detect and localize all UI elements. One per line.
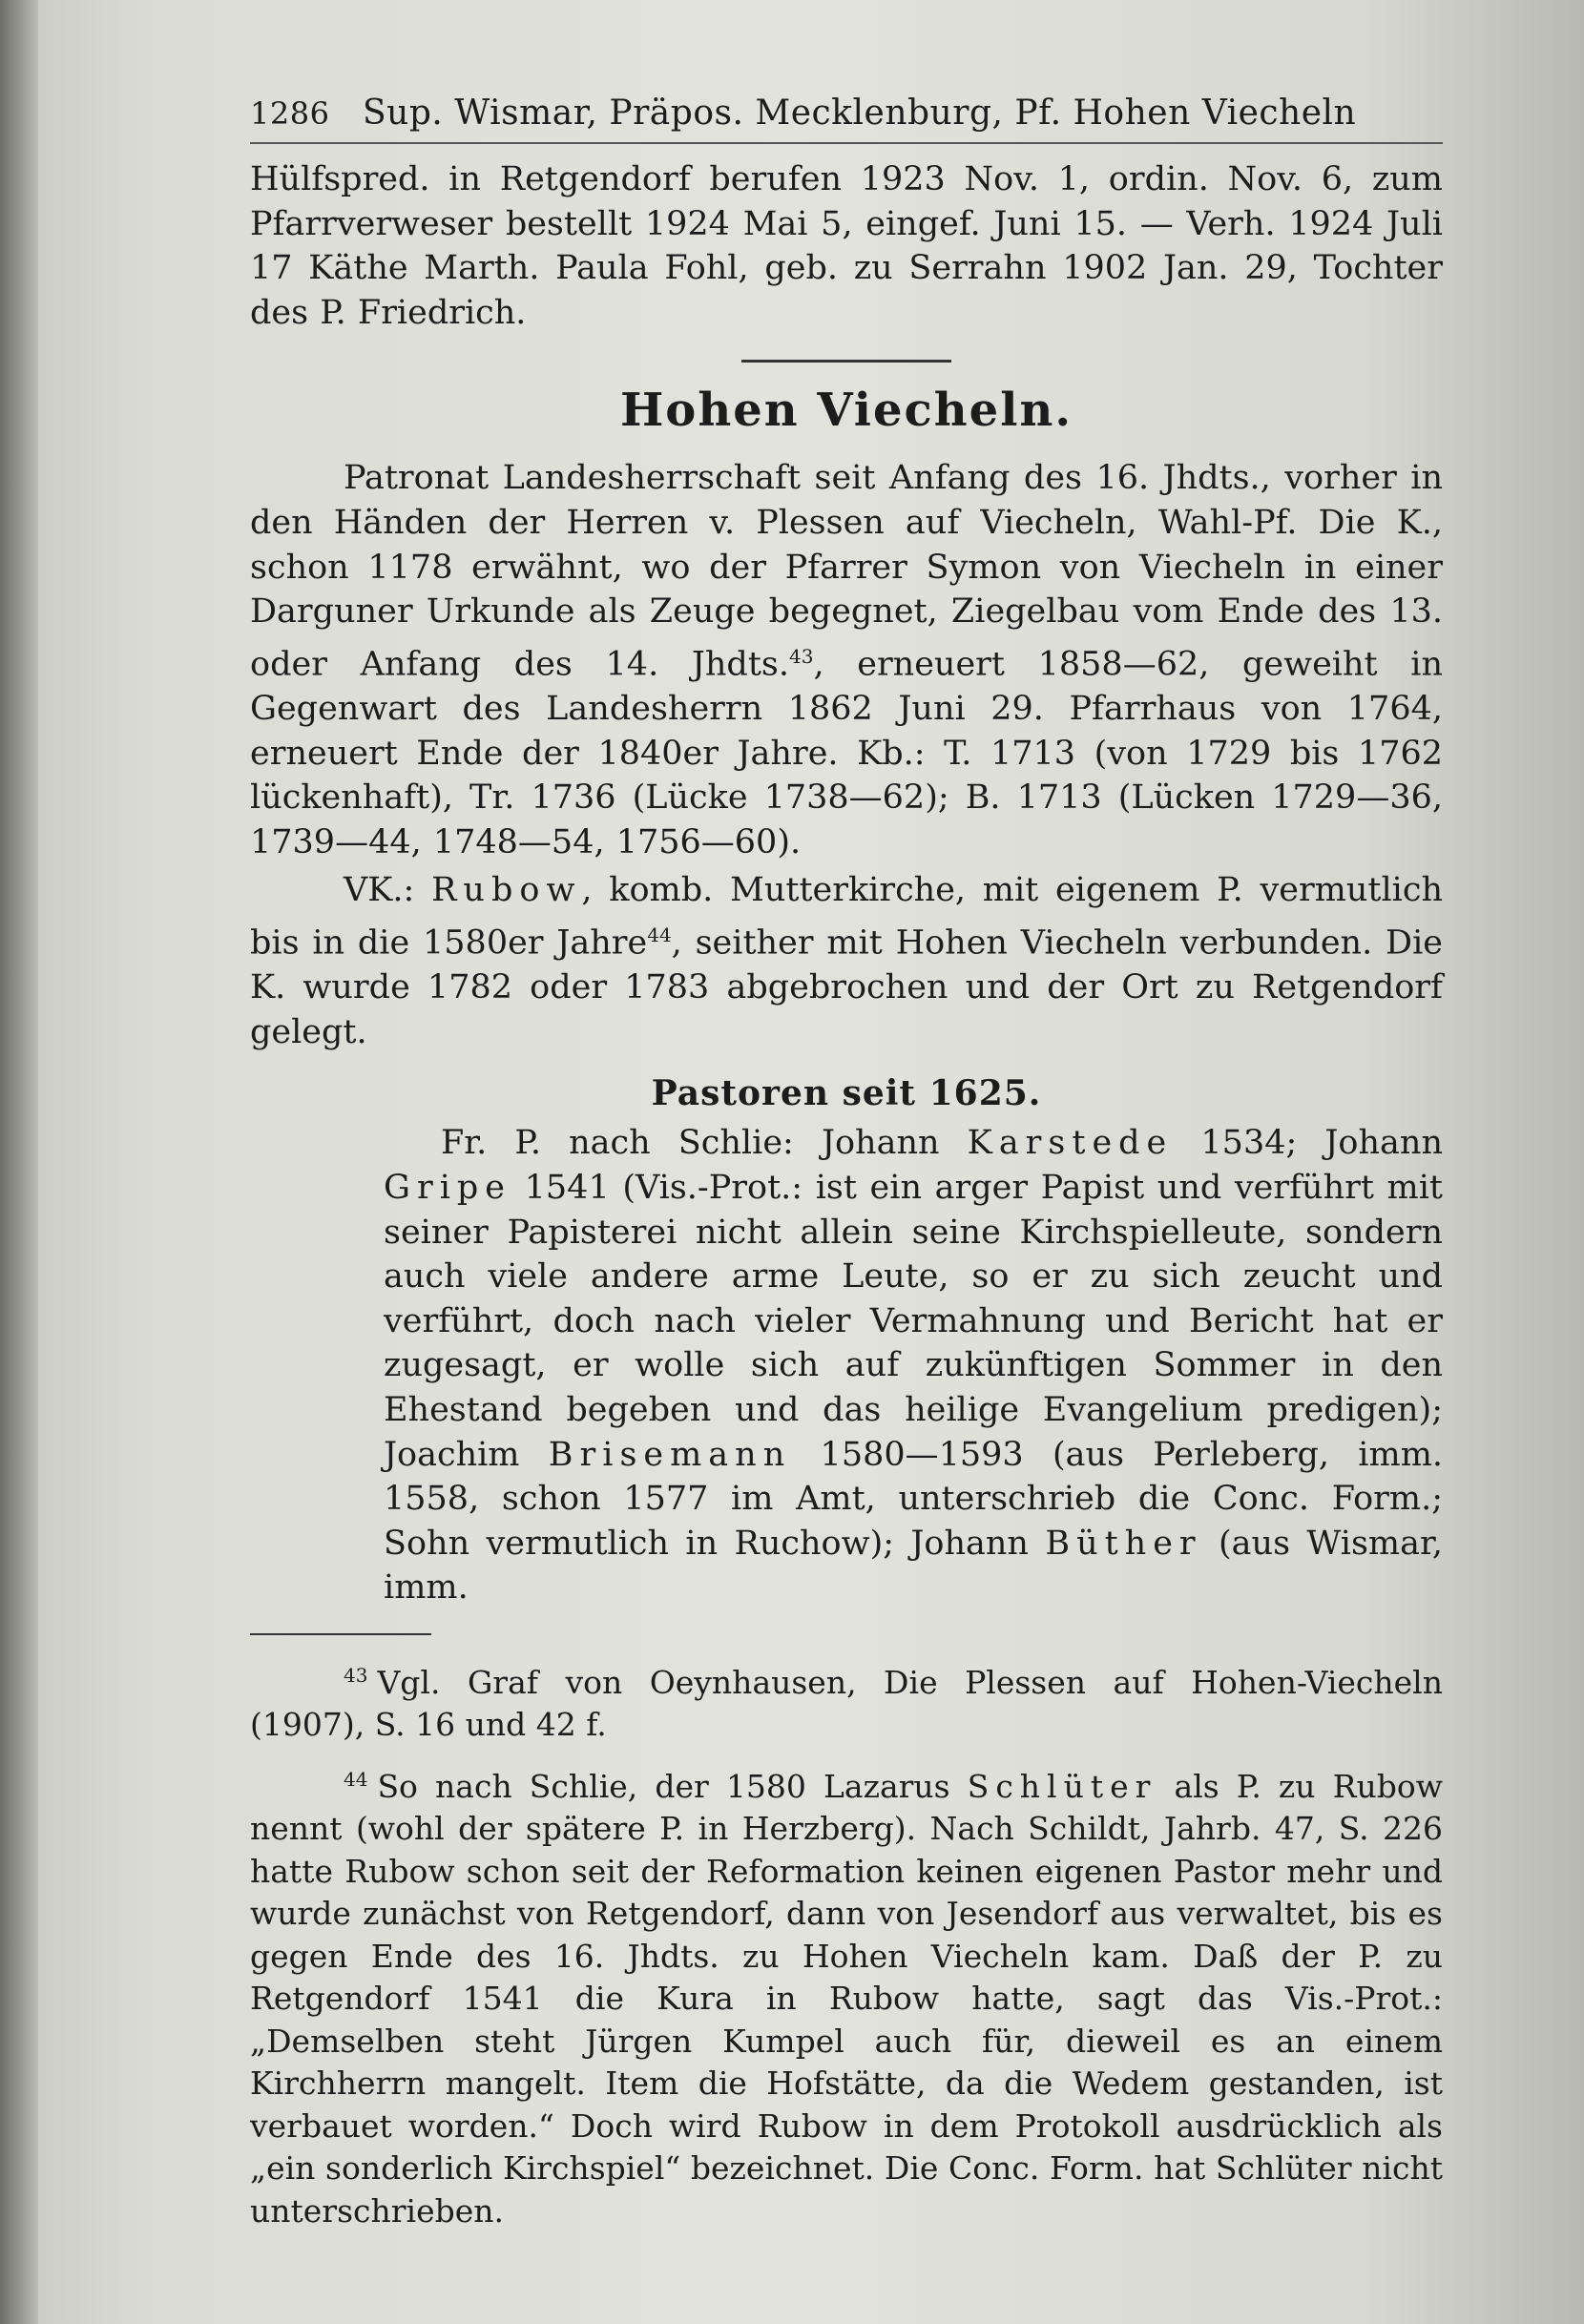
patronat-text-1: Patronat Landesherrschaft seit Anfang des 16. Jhdts., vorher in den Händen der Herren v. Plessen auf Viecheln, Wahl-Pf. Die K., schon 1178 erwähnt, wo der Pfarrer Symon von Viecheln in einer Darguner Urkunde als Zeuge begegnet, Ziegelbau vom Ende des 13. oder Anfang des 14. Jhdts. — [250, 459, 1443, 684]
pastor-name-buether: Büther — [1045, 1524, 1202, 1563]
footnote-rule — [250, 1633, 431, 1635]
subheading-pastoren: Pastoren seit 1625. — [651, 1073, 1042, 1114]
section-separator — [741, 360, 951, 363]
footnote-name-schlueter: Schlüter — [967, 1767, 1157, 1805]
footnote-text: Vgl. Graf von Oeynhausen, Die Plessen auf Hohen-Viecheln (1907), S. 16 und 42 f. — [250, 1663, 1443, 1744]
patronat-paragraph — [250, 456, 1443, 864]
running-head-title: Sup. Wismar, Präpos. Mecklenburg, Pf. Hohen Viecheln — [363, 93, 1357, 133]
running-head — [250, 93, 1443, 144]
footnote-text-2: als P. zu Rubow nennt (wohl der spätere P. in Herzberg). Nach Schildt, Jahrb. 47, S. 226 hatte Rubow schon seit der Reformation keinen eigenen Pastor mehr und wurde zunächst von Retgendorf, dann von Jesendorf aus verwaltet, bis es gegen Ende des 16. Jhdts. zu Hohen Viecheln kam. Daß der P. zu Retgendorf 1541 die Kura in Rubow hatte, sagt das Vis.-Prot.: „Demselben steht Jürgen Kumpel auch für, dieweil es an einem Kirchherrn mangelt. Item die Hofstätte, da die Wedem gestanden, ist verbauet worden.“ Doch wird Rubow in dem Protokoll ausdrücklich als „ein sonderlich Kirchspiel“ bezeichnet. Die Conc. Form. hat Schlüter nicht unterschrieben. — [250, 1767, 1444, 2230]
patronat-text-2: , erneuert 1858—62, geweiht in Gegenwart des Landesherrn 1862 Juni 29. Pfarrhaus von 1764, erneuert Ende der 1840er Jahre. Kb.: T. 1713 (von 1729 bis 1762 lückenhaft), Tr. 1736 (Lücke 1738—62); B. 1713 (Lücken 1729—36, 1739—44, 1748—54, 1756—60). — [250, 645, 1443, 861]
pastor-name-brisemann: Brisemann — [548, 1435, 792, 1474]
pastoren-text-3: 1541 (Vis.-Prot.: ist ein arger Papist und verführt mit seiner Papisterei nicht allein seine Kirchspielleute, sondern auch viele andere arme Leute, so er zu sich zeucht und verführt, doch nach vieler Vermahnung und Bericht hat er zugesagt, er wolle sich auf zukünftigen Sommer in den Ehestand begeben und das heilige Evangelium predigen); Joachim — [384, 1169, 1443, 1474]
vk-name: Rubow — [431, 871, 582, 910]
footnote-ref-44: 44 — [647, 923, 672, 946]
page-content — [250, 93, 1443, 2232]
footnote-number: 44 — [344, 1767, 368, 1791]
footnote-43 — [250, 1654, 1443, 1747]
vk-paragraph — [250, 868, 1443, 1054]
section-title: Hohen Viecheln. — [619, 384, 1073, 438]
book-spine-shadow — [0, 0, 38, 2324]
footnote-ref-43: 43 — [789, 644, 814, 668]
vk-text-1: , komb. Mutterkirche, mit eigenem P. vermutlich bis in die 1580er Jahre — [250, 871, 1443, 963]
footnote-44 — [250, 1758, 1443, 2233]
pastoren-text-5: (aus Wismar, imm. — [384, 1524, 1443, 1608]
vk-text-2: , seither mit Hohen Viecheln verbunden. Die K. wurde 1782 oder 1783 abgebrochen und der Ort zu Retgendorf gelegt. — [250, 923, 1443, 1051]
footnote-number: 43 — [344, 1663, 368, 1687]
pastoren-list — [384, 1121, 1443, 1610]
pastoren-text-1: Fr. P. nach Schlie: Johann — [441, 1124, 968, 1163]
pastor-name-gripe: Gripe — [384, 1169, 512, 1207]
pastoren-text-2: 1534; Johann — [1173, 1124, 1443, 1163]
page-number: 1286 — [250, 95, 330, 132]
footnote-text-1: So nach Schlie, der 1580 Lazarus — [377, 1767, 968, 1805]
pastoren-text-4: 1580—1593 (aus Perleberg, imm. 1558, schon 1577 im Amt, unterschrieb die Conc. Form.; Sohn vermutlich in Ruchow); Johann — [384, 1435, 1444, 1563]
pastor-name-karstede: Karstede — [967, 1124, 1174, 1163]
continued-paragraph: Hülfspred. in Retgendorf berufen 1923 Nov. 1, ordin. Nov. 6, zum Pfarrverweser bestellt 1924 Mai 5, eingef. Juni 15. — Verh. 1924 Juli 17 Käthe Marth. Paula Fohl, geb. zu Serrahn 1902 Jan. 29, Tochter des P. Friedrich. — [250, 160, 1443, 332]
vk-lead: VK.: — [344, 871, 432, 910]
